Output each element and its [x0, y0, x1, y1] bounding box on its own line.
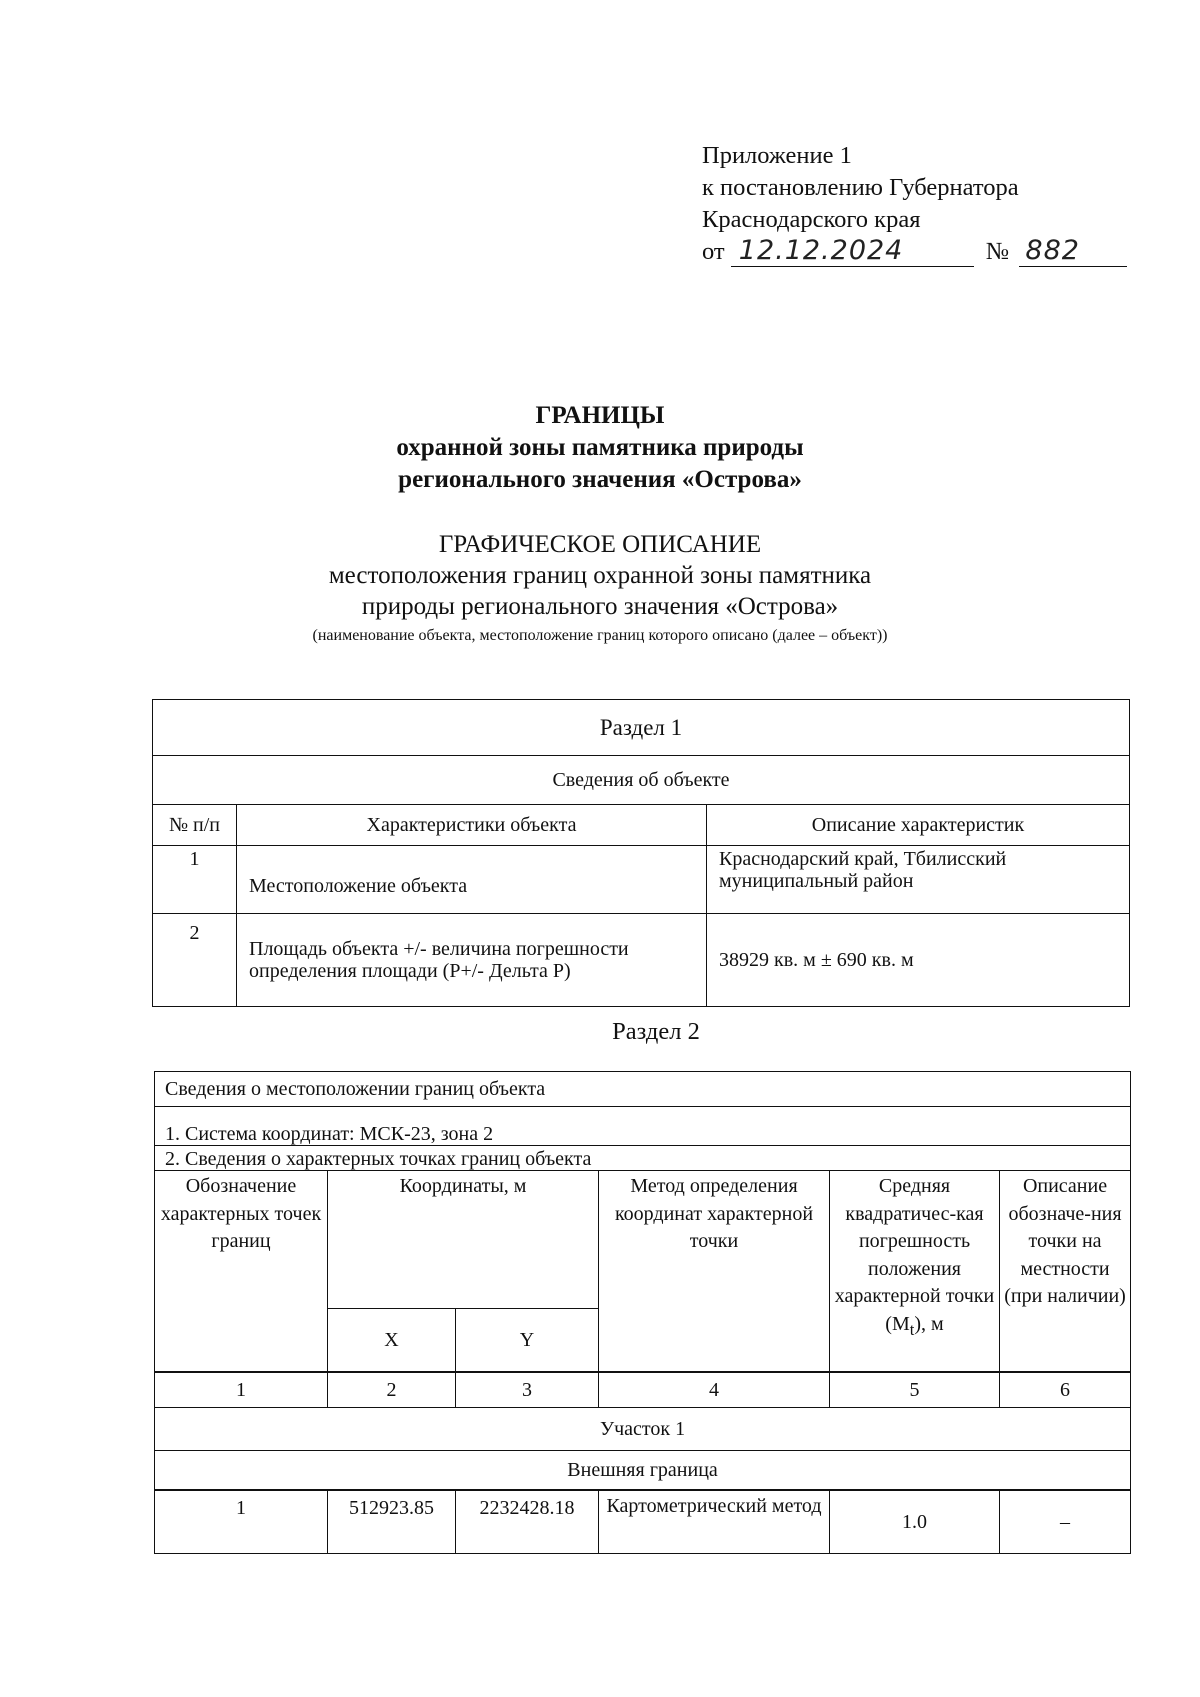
section2-table	[154, 1071, 1131, 1554]
subtitle-line2: местоположения границ охранной зоны памятника	[328, 562, 872, 589]
table-row	[153, 914, 1130, 1007]
subtitle-note: (наименование объекта, местоположение границ которого описано (далее – объект))	[312, 627, 888, 644]
number-label: №	[985, 238, 1010, 265]
row-description: Краснодарский край, Тбилисский муниципальный район	[707, 846, 1130, 914]
col-number: 6	[1000, 1372, 1131, 1408]
appendix-line1: Приложение 1	[702, 142, 852, 169]
appendix-block	[702, 140, 1127, 268]
title-main-line3: регионального значения «Острова»	[398, 466, 802, 493]
table-row	[153, 846, 1130, 914]
document-title	[0, 400, 1200, 496]
column-numbers-row	[155, 1372, 1131, 1408]
point-x: 512923.85	[328, 1490, 456, 1554]
table-row	[155, 1490, 1131, 1554]
document-subtitle	[0, 529, 1200, 622]
col-header-description: Описание характеристик	[707, 805, 1130, 846]
handwritten-number: 882	[1019, 236, 1127, 267]
title-main-line2: охранной зоны памятника природы	[396, 434, 804, 461]
point-y: 2232428.18	[456, 1490, 599, 1554]
header-method: Метод определения координат характерной точки	[599, 1171, 830, 1373]
appendix-line3: Краснодарского края	[702, 206, 921, 233]
appendix-date-line	[702, 236, 1127, 268]
header-error-unit: ), м	[914, 1312, 944, 1335]
row-characteristic: Местоположение объекта	[237, 846, 707, 914]
header-designation: Обозначение характерных точек границ	[155, 1171, 328, 1373]
col-number: 3	[456, 1372, 599, 1408]
col-number: 5	[830, 1372, 1000, 1408]
point-id: 1	[155, 1490, 328, 1554]
header-y: Y	[456, 1309, 599, 1373]
col-header-characteristic: Характеристики объекта	[237, 805, 707, 846]
handwritten-date: 12.12.2024	[731, 236, 974, 267]
parcel-label: Участок 1	[155, 1408, 1131, 1451]
header-error-subscript: t	[909, 1319, 915, 1339]
subtitle-line3: природы регионального значения «Острова»	[361, 593, 839, 620]
section2-info: Сведения о местоположении границ объекта	[155, 1072, 1131, 1107]
header-x: X	[328, 1309, 456, 1373]
section2-points-info: 2. Сведения о характерных точках границ объекта	[155, 1146, 1131, 1171]
header-coords: Координаты, м	[328, 1171, 599, 1309]
subtitle-line1: ГРАФИЧЕСКОЕ ОПИСАНИЕ	[438, 531, 762, 558]
header-error	[830, 1171, 1000, 1373]
col-number: 1	[155, 1372, 328, 1408]
col-number: 4	[599, 1372, 830, 1408]
row-characteristic: Площадь объекта +/- величина погрешности определения площади (Р+/- Дельта Р)	[237, 914, 707, 1007]
section1-table	[152, 699, 1130, 1007]
section2-heading: Раздел 2	[612, 1018, 700, 1045]
point-error: 1.0	[830, 1490, 1000, 1554]
row-num: 1	[153, 846, 237, 914]
header-error-text: Средняя квадратичес-кая погрешность положения характерной точки (M	[834, 1175, 995, 1335]
appendix-line2: к постановлению Губернатора	[702, 174, 1019, 201]
col-header-num: № п/п	[153, 805, 237, 846]
boundary-label: Внешняя граница	[155, 1451, 1131, 1491]
row-num: 2	[153, 914, 237, 1007]
section1-heading: Раздел 1	[153, 700, 1130, 756]
point-method: Картометрический метод	[599, 1490, 830, 1554]
row-description: 38929 кв. м ± 690 кв. м	[707, 914, 1130, 1007]
title-main: ГРАНИЦЫ	[535, 402, 665, 429]
point-description: –	[1000, 1490, 1131, 1554]
section2-coord-system: 1. Система координат: МСК-23, зона 2	[155, 1107, 1131, 1146]
date-prefix: от	[702, 238, 725, 265]
header-description: Описание обозначе-ния точки на местности (при наличии)	[1000, 1171, 1131, 1373]
col-number: 2	[328, 1372, 456, 1408]
section1-subheading: Сведения об объекте	[153, 756, 1130, 805]
